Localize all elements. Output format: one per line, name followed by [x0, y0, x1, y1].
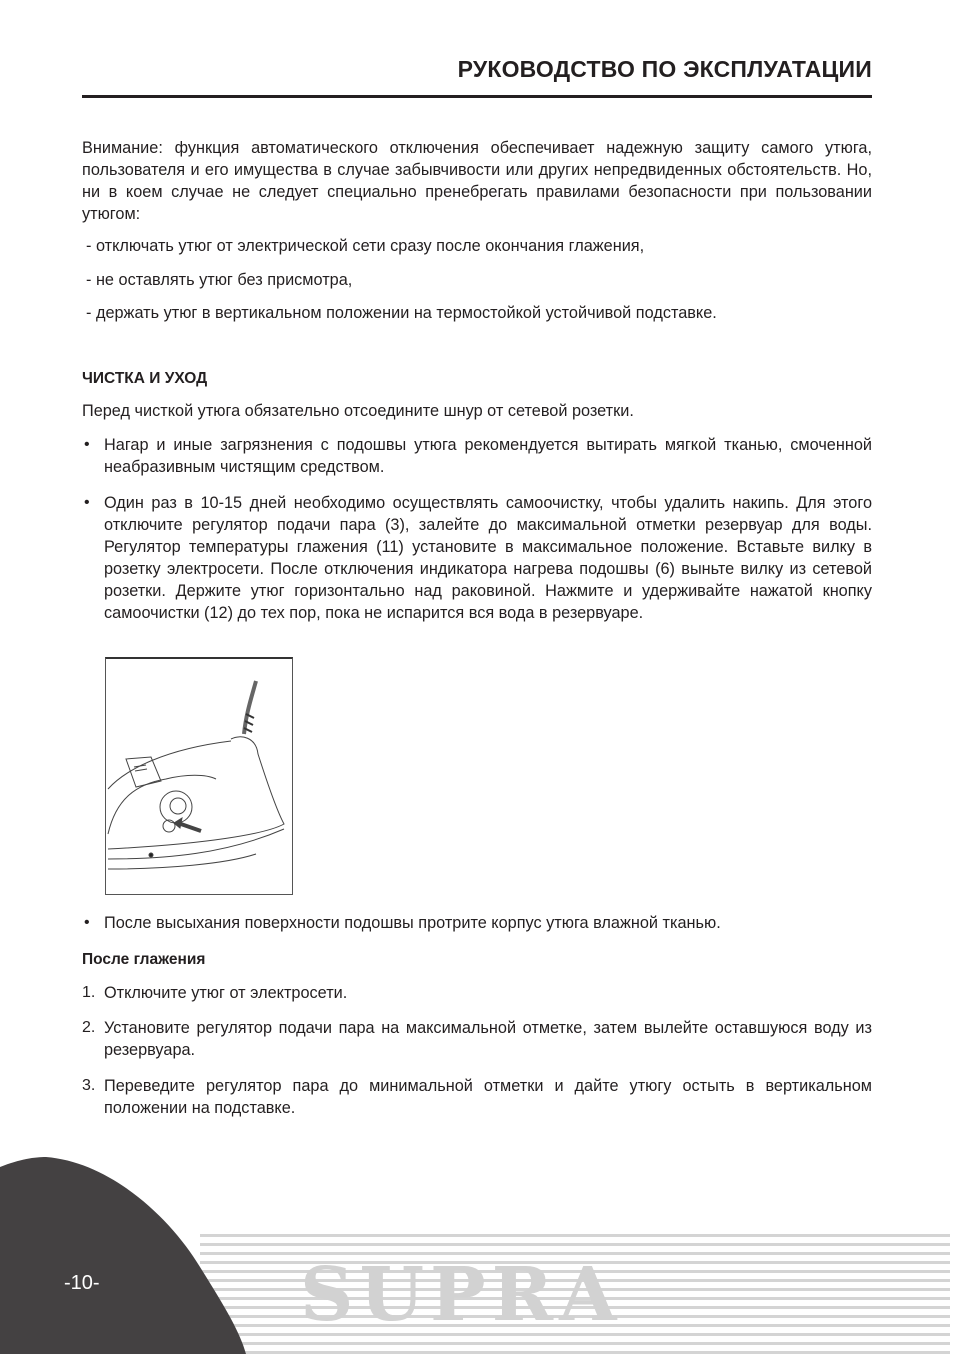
footer-dark-shape: [0, 1157, 246, 1354]
section-heading-after-ironing: После глажения: [82, 951, 206, 968]
title-rule: [82, 95, 872, 98]
supra-logo: SUPRA: [300, 1252, 623, 1338]
list-number: 1.: [82, 984, 96, 1001]
list-item: Отключите утюг от электросети.: [104, 984, 348, 1002]
cleaning-item: Один раз в 10-15 дней необходимо осуществлять самоочистку, чтобы удалить накипь. Для этого отключите регулятор подачи пара (3), залейте до максимальной отметки резервуар для воды. Регулятор температуры глажения (11) установите в максимальное положение. Вставьте вилку в розетку электросети. После отключения индикатора нагрева подошвы (6) выньте вилку из сетевой розетки. Держите утюг горизонтально над раковиной. Нажмите и удерживайте нажатой кнопку самоочистки (12) до тех пор, пока не испарится вся вода в резервуаре.: [104, 494, 872, 622]
cleaning-item: После высыхания поверхности подошвы протрите корпус утюга влажной тканью.: [104, 914, 721, 932]
intro-paragraph: Внимание: функция автоматического отключения обеспечивает надежную защиту самого утюга, пользователя и его имущества в случае забывчивости или других непредвиденных обстоятельств. Но, ни в коем случае не следует специально пренебрегать правилами безопасности при пользовании утюгом:: [82, 139, 872, 223]
list-number: 2.: [82, 1019, 96, 1036]
list-item: Установите регулятор подачи пара на максимальной отметке, затем вылейте оставшуюся воду из резервуара.: [104, 1019, 872, 1059]
cleaning-intro: Перед чисткой утюга обязательно отсоедините шнур от сетевой розетки.: [82, 402, 634, 420]
section-heading-cleaning: ЧИСТКА И УХОД: [82, 370, 208, 387]
bullet: •: [84, 436, 90, 453]
iron-illustration: [105, 657, 293, 895]
cleaning-item: Нагар и иные загрязнения с подошвы утюга рекомендуется вытирать мягкой тканью, смоченной неабразивным чистящим средством.: [104, 436, 872, 476]
page-number: -10-: [64, 1272, 100, 1294]
safety-item: - не оставлять утюг без присмотра,: [86, 271, 353, 289]
safety-item: - держать утюг в вертикальном положении на термостойкой устойчивой подставке.: [86, 304, 717, 322]
page-title: РУКОВОДСТВО ПО ЭКСПЛУАТАЦИИ: [457, 56, 872, 82]
bullet: •: [84, 494, 90, 511]
bullet: •: [84, 914, 90, 931]
safety-item: - отключать утюг от электрической сети сразу после окончания глажения,: [86, 237, 645, 255]
list-item: Переведите регулятор пара до минимальной отметки и дайте утюгу остыть в вертикальном положении на подставке.: [104, 1077, 872, 1117]
list-number: 3.: [82, 1077, 96, 1094]
